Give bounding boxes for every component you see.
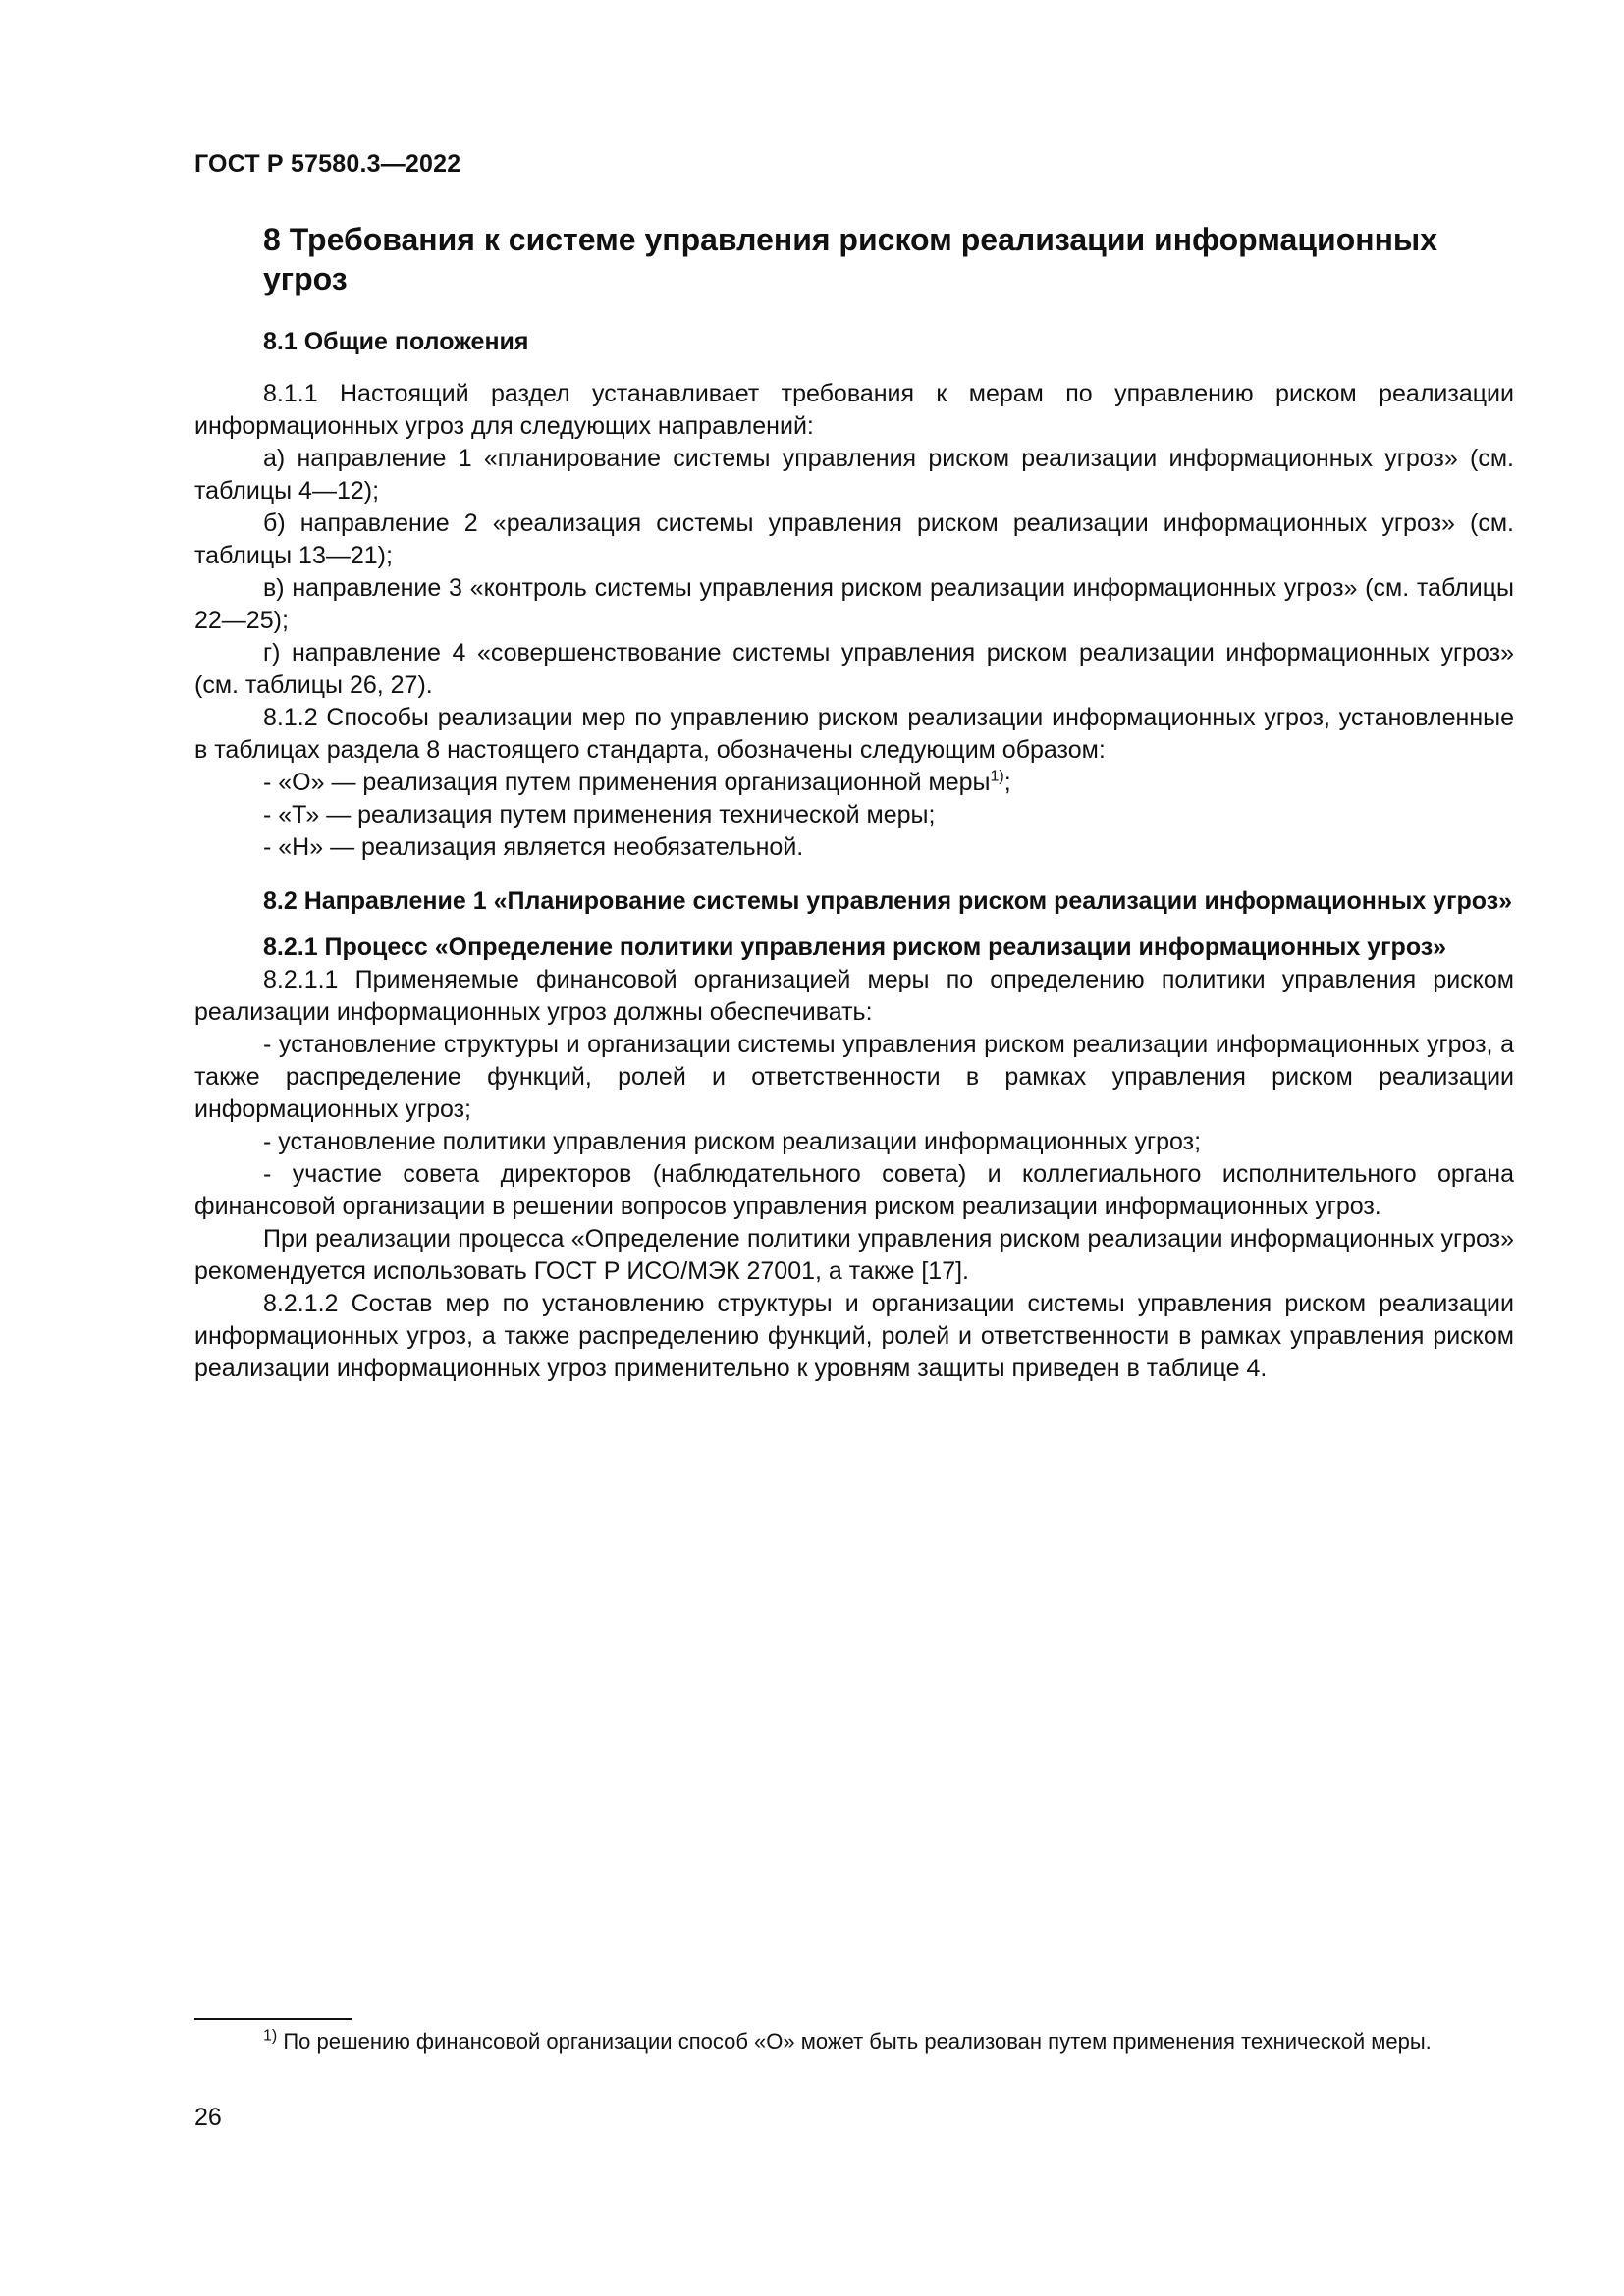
subsection-heading-8-1: 8.1 Общие положения xyxy=(263,328,529,355)
footnote-text: По решению финансовой организации способ «О» может быть реализован путем применения технической меры. xyxy=(283,2029,1432,2054)
method-o-text: - «О» — реализация путем применения организационной меры xyxy=(263,769,991,796)
list-item-c: в) направление 3 «контроль системы управления риском реализации информационных угроз» (см. таблицы 22—25); xyxy=(194,574,1514,634)
footnote-marker: 1) xyxy=(263,2027,278,2045)
list-item-d: г) направление 4 «совершенствование системы управления риском реализации информационных угроз» (см. таблицы 26, 27). xyxy=(194,639,1514,699)
bullet-item-2: - установление политики управления риском реализации информационных угроз; xyxy=(263,1128,1202,1155)
bullet-item-3: - участие совета директоров (наблюдательного совета) и коллегиального исполнительного органа финансовой организации в решении вопросов управления риском реализации информационных угроз. xyxy=(194,1160,1514,1220)
page-number: 26 xyxy=(194,2104,222,2131)
section-title: 8 Требования к системе управления риском реализации информационных угроз xyxy=(263,222,1438,296)
document-code-header: ГОСТ Р 57580.3—2022 xyxy=(194,150,461,178)
paragraph-recommendation: При реализации процесса «Определение политики управления риском реализации информационных угроз» рекомендуется использовать ГОСТ Р ИСО/МЭК 27001, а также [17]. xyxy=(194,1225,1514,1285)
bullet-item-1: - установление структуры и организации системы управления риском реализации информационных угроз, а также распределение функций, ролей и ответственности в рамках управления риском реализации информационных угроз; xyxy=(194,1031,1514,1123)
footnote xyxy=(194,2026,1514,2056)
paragraph-8-1-1: 8.1.1 Настоящий раздел устанавливает требования к мерам по управлению риском реализации информационных угроз для следующих направлений: xyxy=(194,380,1514,440)
list-item-b: б) направление 2 «реализация системы управления риском реализации информационных угроз» (см. таблицы 13—21); xyxy=(194,509,1514,569)
page-content xyxy=(194,220,1514,1385)
list-item-method-n: - «Н» — реализация является необязательной. xyxy=(263,833,804,861)
subsection-heading-8-2: 8.2 Направление 1 «Планирование системы управления риском реализации информационных угроз» xyxy=(263,887,1513,915)
footnote-reference: 1) xyxy=(990,768,1004,785)
paragraph-8-1-2: 8.1.2 Способы реализации мер по управлению риском реализации информационных угроз, установленные в таблицах раздела 8 настоящего стандарта, обозначены следующим образом: xyxy=(194,704,1514,764)
subsection-heading-8-2-1: 8.2.1 Процесс «Определение политики управления риском реализации информационных угроз» xyxy=(263,934,1447,961)
list-item-method-t: - «Т» — реализация путем применения технической меры; xyxy=(263,801,936,828)
paragraph-8-2-1-2: 8.2.1.2 Состав мер по установлению структуры и организации системы управления риском реализации информационных угроз, а также распределению функций, ролей и ответственности в рамках управления риском реализации информационных угроз применительно к уровням защиты приведен в таблице 4. xyxy=(194,1290,1514,1382)
footnote-divider xyxy=(194,2018,352,2020)
list-item-a: а) направление 1 «планирование системы управления риском реализации информационных угроз» (см. таблицы 4—12); xyxy=(194,445,1514,505)
list-item-method-o xyxy=(194,767,1514,799)
paragraph-8-2-1-1: 8.2.1.1 Применяемые финансовой организацией меры по определению политики управления риском реализации информационных угроз должны обеспечивать: xyxy=(194,966,1514,1026)
method-o-tail: ; xyxy=(1003,769,1011,796)
